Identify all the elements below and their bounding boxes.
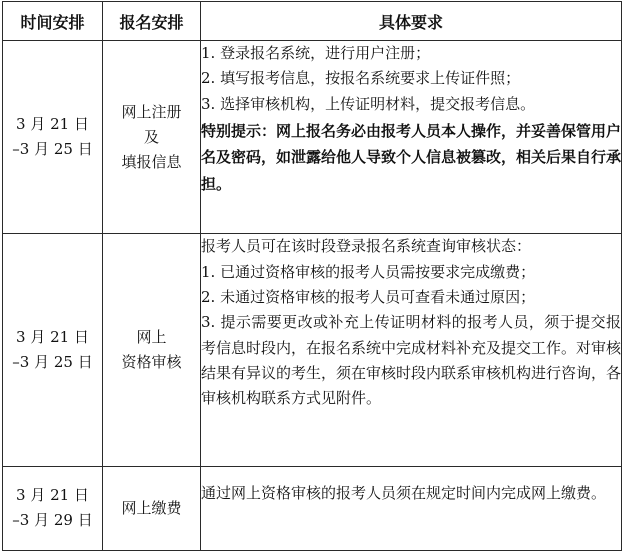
special-notice: 特别提示：网上报名务必由报考人员本人操作，并妥善保管用户名及密码，如泄露给他人导致个人信息被篡改，相关后果自行承担。 <box>201 121 622 193</box>
requirement-line: 3. 提示需要更改或补充上传证明材料的报考人员，须于提交报考信息时段内，在报名系统中完成材料补充及提交工作。对审核结果有异议的考生，须在审核时段内联系审核机构进行咨询，各审核机构联系方式见附件。 <box>201 313 622 408</box>
header-time: 时间安排 <box>3 2 103 41</box>
type-line: 网上缴费 <box>121 498 182 517</box>
header-type: 报名安排 <box>103 2 201 41</box>
time-end: –3 月 25 日 <box>12 353 93 372</box>
time-end: –3 月 29 日 <box>12 511 93 530</box>
type-line: 网上 <box>136 328 167 347</box>
time-start: 3 月 21 日 <box>16 115 89 134</box>
table-row <box>3 41 622 234</box>
type-line: 填报信息 <box>121 152 182 171</box>
requirement-line: 2. 填写报考信息，按报名系统要求上传证件照； <box>201 69 521 88</box>
type-line: 及 <box>143 127 159 146</box>
requirement-line: 报考人员可在该时段登录报名系统查询审核状态： <box>201 237 532 256</box>
requirements-cell <box>201 466 622 550</box>
table-row <box>3 466 622 550</box>
requirement-line: 1. 已通过资格审核的报考人员需按要求完成缴费； <box>201 262 536 281</box>
requirements-cell <box>201 41 622 234</box>
requirement-line: 3. 选择审核机构，上传证明材料，提交报考信息。 <box>201 94 536 113</box>
time-cell <box>3 41 103 234</box>
requirements-cell <box>201 234 622 466</box>
time-end: –3 月 25 日 <box>12 140 93 159</box>
type-cell <box>103 41 201 234</box>
requirement-line: 通过网上资格审核的报考人员须在规定时间内完成网上缴费。 <box>201 483 607 502</box>
requirement-line: 1. 登录报名系统，进行用户注册； <box>201 44 431 63</box>
time-start: 3 月 21 日 <box>16 328 89 347</box>
type-line: 资格审核 <box>121 353 182 372</box>
table-row <box>3 234 622 466</box>
time-start: 3 月 21 日 <box>16 486 89 505</box>
type-cell <box>103 234 201 466</box>
type-line: 网上注册 <box>121 102 182 121</box>
header-row <box>3 2 622 41</box>
header-requirements: 具体要求 <box>201 2 622 41</box>
requirement-line: 2. 未通过资格审核的报考人员可查看未通过原因； <box>201 288 536 306</box>
registration-schedule-table <box>2 1 622 551</box>
time-cell <box>3 234 103 466</box>
time-cell <box>3 466 103 550</box>
type-cell <box>103 466 201 550</box>
